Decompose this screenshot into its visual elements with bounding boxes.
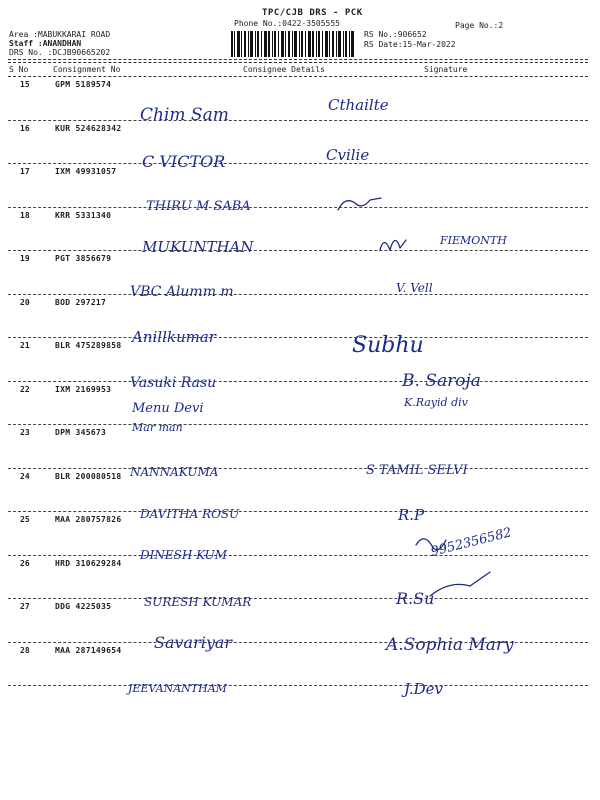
- handwritten-name: DINESH KUM: [140, 548, 228, 562]
- row-consignment-number: PGT 3856679: [55, 254, 112, 263]
- row-consignment-number: HRD 310629284: [55, 558, 122, 568]
- row-consignment-number: KUR 524628342: [55, 123, 122, 133]
- handwritten-signature: B. Saroja: [402, 371, 481, 391]
- row-serial-number: 19: [20, 254, 30, 263]
- sheet-title: TPC/CJB DRS - PCK: [262, 8, 363, 18]
- row-serial-number: 20: [20, 297, 30, 307]
- handwritten-name: JEEVANANTHAM: [128, 682, 227, 695]
- row-serial-number: 16: [20, 123, 30, 133]
- handwritten-signature: Cvilie: [326, 146, 370, 164]
- handwritten-name: Chim Sam: [140, 105, 229, 125]
- signature-scribble: [380, 240, 406, 250]
- handwritten-name: C VICTOR: [142, 152, 226, 171]
- row-serial-number: 23: [20, 428, 30, 437]
- row-serial-number: 22: [20, 384, 30, 394]
- handwritten-name: NANNAKUMA: [130, 465, 219, 479]
- signature-scribble: [338, 198, 381, 210]
- handwritten-name: MUKUNTHAN: [142, 238, 254, 256]
- row-consignment-number: BLR 475289858: [55, 341, 122, 350]
- handwritten-name: DAVITHA ROSU: [140, 507, 240, 521]
- handwritten-signature: A.Sophia Mary: [386, 635, 514, 655]
- column-header-signature: Signature: [424, 65, 468, 74]
- row-consignment-number: IXM 49931057: [55, 167, 117, 176]
- row-consignment-number: KRR 5331340: [55, 210, 112, 220]
- handwritten-signature: K.Rayid div: [404, 396, 468, 409]
- rs-date: RS Date:15-Mar-2022: [364, 40, 456, 49]
- handwritten-signature: R.P: [398, 506, 425, 524]
- handwritten-signature: Subhu: [352, 333, 424, 358]
- handwritten-name: Vasuki Rasu: [130, 375, 217, 391]
- handwritten-signature: 9952356582: [429, 525, 514, 560]
- signature-scribble: [430, 572, 490, 596]
- handwritten-signature: R.Su: [396, 589, 435, 608]
- column-header-details: Consignee Details: [243, 65, 325, 74]
- drs-number: DRS No. :DCJB90665202: [9, 48, 111, 57]
- row-serial-number: 28: [20, 645, 30, 655]
- handwritten-signature: Cthailte: [328, 96, 389, 114]
- row-consignment-number: BLR 200080518: [55, 471, 122, 481]
- row-consignment-number: MAA 280757826: [55, 515, 122, 524]
- handwritten-name: Mar man: [132, 421, 183, 434]
- phone-number: Phone No.:0422-3505555: [234, 19, 340, 28]
- row-serial-number: 27: [20, 602, 30, 611]
- handwritten-signature: V. Vell: [396, 281, 433, 295]
- handwritten-name: SURESH KUMAR: [144, 595, 252, 609]
- row-serial-number: 24: [20, 471, 30, 481]
- row-consignment-number: GPM 5189574: [55, 80, 112, 89]
- handwritten-name: THIRU M SABA: [146, 199, 251, 214]
- handwritten-name: VBC Alumm m: [130, 284, 234, 300]
- handwritten-name: Menu Devi: [132, 401, 204, 416]
- rs-number: RS No.:906652: [364, 30, 427, 39]
- column-header-sno: S No: [9, 65, 29, 74]
- row-consignment-number: DPM 345673: [55, 428, 107, 437]
- handwritten-signature: J.Dev: [404, 680, 443, 698]
- row-consignment-number: IXM 2169953: [55, 384, 112, 394]
- handwritten-signature: FIEMONTH: [440, 234, 507, 247]
- row-serial-number: 25: [20, 515, 30, 524]
- handwritten-signature: S TAMIL SELVI: [366, 463, 468, 478]
- row-consignment-number: BOD 297217: [55, 297, 107, 307]
- column-header-consignment: Consignment No: [53, 65, 121, 74]
- row-serial-number: 21: [20, 341, 30, 350]
- row-serial-number: 26: [20, 558, 30, 568]
- row-serial-number: 17: [20, 167, 30, 176]
- row-serial-number: 15: [20, 80, 30, 89]
- row-serial-number: 18: [20, 210, 30, 220]
- area-label: Area :MABUKKARAI ROAD: [9, 30, 111, 39]
- row-consignment-number: DDG 4225035: [55, 602, 112, 611]
- handwritten-name: Savariyar: [154, 633, 233, 652]
- row-consignment-number: MAA 287149654: [55, 645, 122, 655]
- handwritten-name: Anillkumar: [132, 328, 216, 346]
- page-number: Page No.:2: [455, 21, 504, 30]
- staff-label: Staff :ANANDHAN: [9, 39, 82, 48]
